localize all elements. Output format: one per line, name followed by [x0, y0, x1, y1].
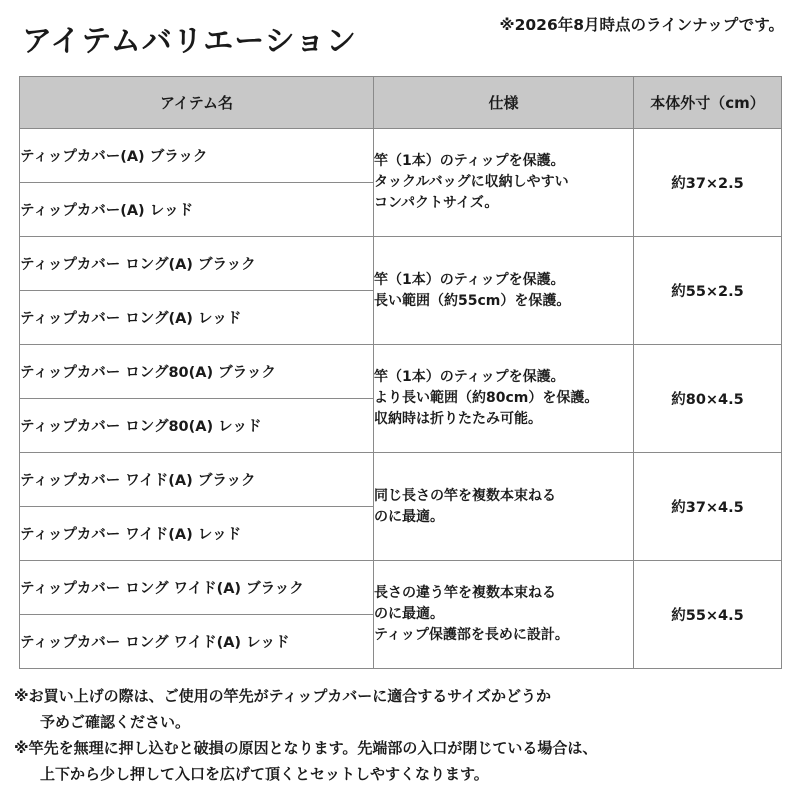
spec-line: コンパクトサイズ。	[374, 195, 499, 211]
size-cell: 約37×2.5	[634, 129, 782, 237]
variation-table	[19, 76, 782, 669]
spec-cell	[374, 453, 634, 561]
spec-line: のに最適。	[374, 508, 444, 525]
spec-line: 長い範囲（約55cm）を保護。	[374, 292, 571, 309]
table-row	[20, 345, 782, 399]
spec-cell	[374, 237, 634, 345]
item-name-cell: ティップカバー ロング80(A) レッド	[20, 399, 374, 453]
size-cell: 約80×4.5	[634, 345, 782, 453]
item-name-cell: ティップカバー ワイド(A) ブラック	[20, 453, 374, 507]
lineup-date-note: ※2026年8月時点のラインナップです。	[499, 16, 784, 34]
item-name-cell: ティップカバー ロング80(A) ブラック	[20, 345, 374, 399]
spec-line: 竿（1本）のティップを保護。	[374, 271, 565, 288]
item-name-cell: ティップカバー ロング(A) ブラック	[20, 237, 374, 291]
spec-line: タックルバッグに収納しやすい	[374, 174, 569, 190]
spec-line: 竿（1本）のティップを保護。	[374, 153, 565, 169]
footnote-size-check: ※お買い上げの際は、ご使用の竿先がティップカバーに適合するサイズかどうか	[14, 687, 552, 705]
item-name-cell: ティップカバー ワイド(A) レッド	[20, 507, 374, 561]
spec-cell	[374, 129, 634, 237]
page-title: アイテムバリエーション	[22, 24, 357, 59]
item-name-cell: ティップカバー(A) ブラック	[20, 129, 374, 183]
size-cell: 約37×4.5	[634, 453, 782, 561]
spec-cell	[374, 345, 634, 453]
table-header-row	[20, 77, 782, 129]
item-name-cell: ティップカバー(A) レッド	[20, 183, 374, 237]
spec-line: 収納時は折りたたみ可能。	[374, 411, 542, 427]
spec-line: ティップ保護部を長めに設計。	[374, 627, 569, 643]
column-header-size: 本体外寸（cm）	[634, 77, 782, 129]
column-header-item-name: アイテム名	[20, 77, 374, 129]
spec-line: 長さの違う竿を複数本束ねる	[374, 585, 556, 601]
footnote-damage-warning-cont: 上下から少し押して入口を広げて頂くとセットしやすくなります。	[40, 765, 489, 783]
footnote-size-check-cont: 予めご確認ください。	[40, 713, 191, 731]
item-name-cell: ティップカバー ロング ワイド(A) ブラック	[20, 561, 374, 615]
table-row	[20, 129, 782, 183]
footnotes	[14, 683, 597, 787]
column-header-spec: 仕様	[374, 77, 634, 129]
table-row	[20, 561, 782, 615]
spec-line: 竿（1本）のティップを保護。	[374, 369, 565, 385]
spec-line: より長い範囲（約80cm）を保護。	[374, 390, 599, 406]
table-row	[20, 237, 782, 291]
size-cell: 約55×2.5	[634, 237, 782, 345]
spec-line: のに最適。	[374, 606, 444, 622]
item-name-cell: ティップカバー ロング(A) レッド	[20, 291, 374, 345]
item-name-cell: ティップカバー ロング ワイド(A) レッド	[20, 615, 374, 669]
footnote-damage-warning: ※竿先を無理に押し込むと破損の原因となります。先端部の入口が閉じている場合は、	[14, 739, 598, 757]
table-row	[20, 453, 782, 507]
size-cell: 約55×4.5	[634, 561, 782, 669]
spec-cell	[374, 561, 634, 669]
spec-line: 同じ長さの竿を複数本束ねる	[374, 487, 556, 504]
